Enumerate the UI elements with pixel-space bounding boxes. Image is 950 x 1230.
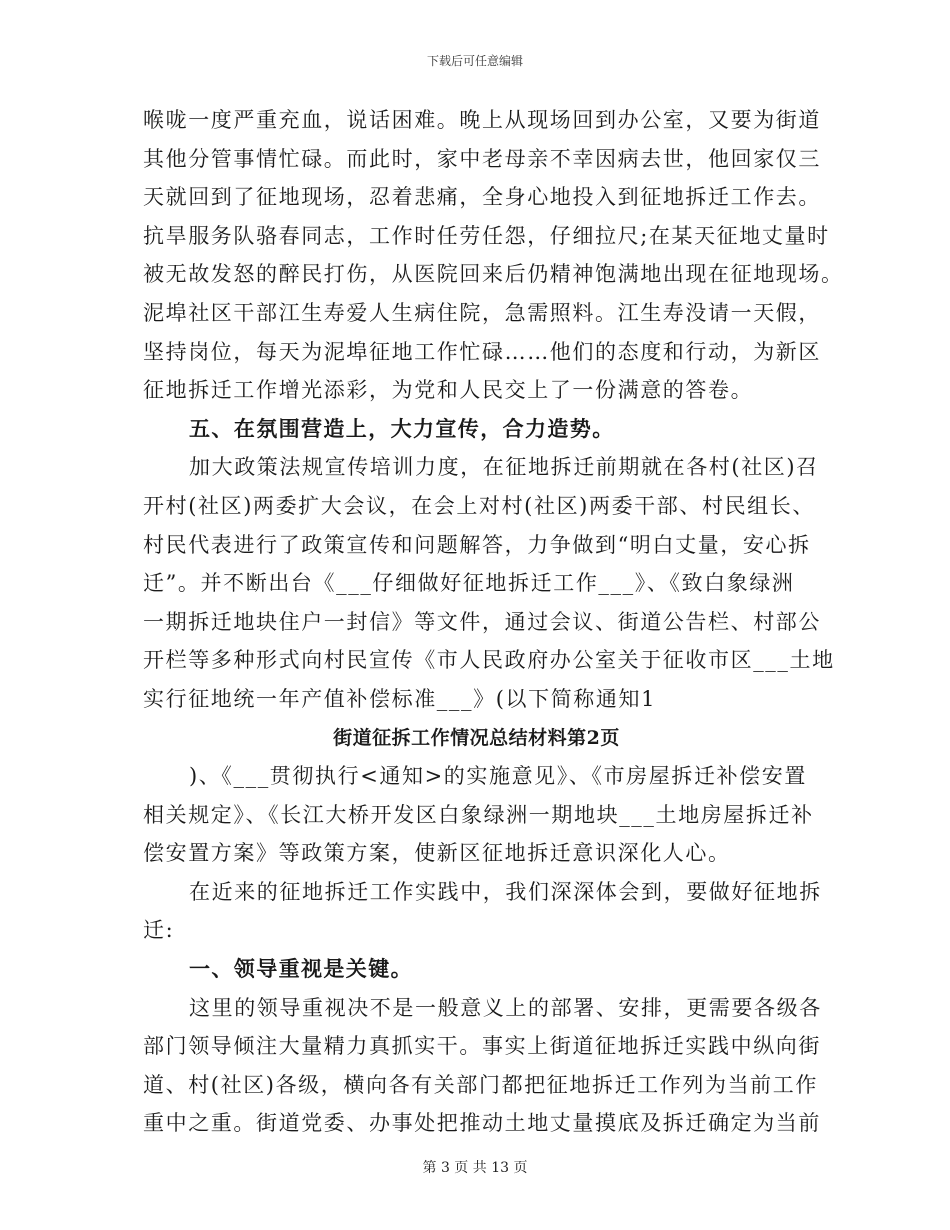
text-line: 迁”。并不断出台《___仔细做好征地拆迁工作___》、《致白象绿洲 [143,571,795,596]
text-line: 坚持岗位，每天为泥埠征地工作忙碌……他们的态度和行动，为新区 [143,339,821,364]
text-line: 天就回到了征地现场，忍着悲痛，全身心地投入到征地拆迁工作去。 [143,185,821,210]
text-line: 道、村(社区)各级，横向各有关部门都把征地拆迁工作列为当前工作 [143,1072,818,1097]
text-line: 相关规定》、《长江大桥开发区白象绿洲一期地块___土地房屋拆迁补 [143,802,814,827]
paragraph-publicity [143,448,835,718]
document-body [143,101,844,1143]
text-line: 被无故发怒的醉民打伤，从医院回来后仍精神饱满地出现在征地现场。 [143,262,844,287]
text-line: 一期拆迁地块住户一封信》等文件，通过会议、街道公告栏、村部公 [143,609,821,634]
text-line: 加大政策法规宣传培训力度，在征地拆迁前期就在各村(社区)召 [189,455,819,480]
text-line: 偿安置方案》等政策方案，使新区征地拆迁意识深化人心。 [143,841,731,866]
text-line: 泥埠社区干部江生寿爱人生病住院，急需照料。江生寿没请一天假， [143,300,821,325]
text-line: )、《___贯彻执行<通知>的实施意见》、《市房屋拆迁补偿安置 [189,764,807,789]
text-line: 开栏等多种形式向村民宣传《市人民政府办公室关于征收市区___土地 [143,648,835,673]
text-line: 开村(社区)两委扩大会议，在会上对村(社区)两委干部、村民组长、 [143,493,815,518]
text-line: 其他分管事情忙碌。而此时，家中老母亲不幸因病去世，他回家仅三 [143,146,821,171]
text-line: 抗旱服务队骆春同志，工作时任劳任怨，仔细拉尺;在某天征地丈量时 [143,223,830,248]
section-heading-one: 一、领导重视是关键。 [189,956,413,982]
page-footer: 第 3 页 共 13 页 [422,1160,528,1176]
text-line: 在近来的征地拆迁工作实践中，我们深深体会到，要做好征地拆 [189,879,822,904]
paragraph-leadership [143,989,822,1143]
section-heading-five: 五、在氛围营造上，大力宣传，合力造势。 [189,415,615,441]
paragraph-experience [143,873,822,950]
text-line: 重中之重。街道党委、办事处把推动土地丈量摸底及拆迁确定为当前 [143,1111,821,1136]
text-line: 这里的领导重视决不是一般意义上的部署、安排，更需要各级各 [189,995,822,1020]
text-line: 村民代表进行了政策宣传和问题解答，力争做到“明白丈量，安心拆 [143,532,811,557]
text-line: 征地拆迁工作增光添彩，为党和人民交上了一份满意的答卷。 [143,378,754,403]
paragraph-policies [143,757,814,873]
inline-page-title: 街道征拆工作情况总结材料第2页 [333,726,620,749]
text-line: 实行征地统一年产值补偿标准___》(以下简称通知1 [143,686,657,711]
text-line: 迁: [143,918,175,943]
paragraph-continuation [143,101,844,410]
page-header: 下载后可任意编辑 [426,54,523,68]
text-line: 部门领导倾注大量精力真抓实干。事实上街道征地拆迁实践中纵向街 [143,1034,821,1059]
text-line: 喉咙一度严重充血，说话困难。晚上从现场回到办公室，又要为街道 [143,108,821,132]
